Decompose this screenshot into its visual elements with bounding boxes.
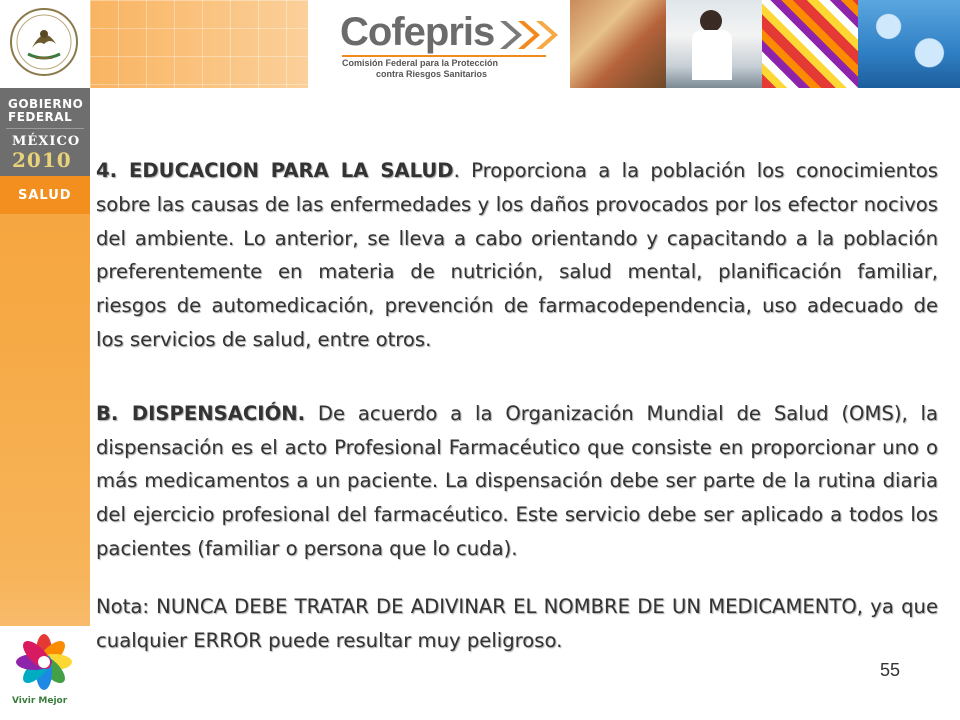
header-grid-pattern [90, 0, 308, 88]
mexico-seal-icon [6, 4, 82, 82]
photo-lab-icon [666, 0, 762, 88]
paragraph-nota: Nota: NUNCA DEBE TRATAR DE ADIVINAR EL NOMBRE DE UN MEDICAMENTO, ya que cualquier ERROR puede resultar muy peligroso. [96, 594, 938, 652]
seal-area [0, 0, 90, 88]
text-education: . Proporciona a la población los conocimientos sobre las causas de las enfermedades y los daños provocados por los efector nocivos del ambiente. Lo anterior, se lleva a cabo orientando y capacitando a la población preferentemente en materia de nutrición, salud mental, planificación familiar, riesgos de automedicación, prevención de farmacodependencia, uso adecuado de los servicios de salud, entre otros. [96, 159, 938, 351]
photo-pills-icon [762, 0, 858, 88]
text-dispensacion: De acuerdo a la Organización Mundial de Salud (OMS), la dispensación es el acto Profesional Farmacéutico que consiste en proporcionar uno o más medicamentos a un paciente. La dispensación debe ser parte de la rutina diaria del ejercicio profesional del farmacéutico. Este servicio debe ser aplicado a todos los pacientes (familiar o persona que lo cuda). [96, 401, 938, 560]
paragraph-dispensacion [96, 397, 938, 566]
gov-line2: FEDERAL [8, 110, 73, 124]
heading-education: 4. EDUCACION PARA LA SALUD [96, 159, 454, 182]
photo-water-icon [858, 0, 960, 88]
vivir-mejor-label: Vivir Mejor [12, 696, 68, 706]
header-photos [570, 0, 960, 88]
gov-line1: GOBIERNO [8, 97, 84, 111]
sidebar [0, 0, 90, 720]
heading-dispensacion: B. DISPENSACIÓN. [96, 401, 306, 425]
paragraph-education [96, 154, 938, 357]
brand-subtitle-1: Comisión Federal para la Protección [342, 58, 499, 68]
salud-bar [0, 176, 90, 214]
page-number: 55 [880, 660, 901, 680]
spacer [96, 566, 938, 590]
photo-food-icon [570, 0, 666, 88]
slide-body [96, 154, 938, 657]
spacer [96, 357, 938, 397]
arrows-icon [498, 18, 562, 52]
vivir-mejor-area [0, 626, 90, 720]
header-banner [90, 0, 960, 88]
brand-subtitle-2: contra Riesgos Sanitarios [376, 69, 488, 79]
year-label: 2010 [12, 148, 72, 172]
cofepris-logo [340, 10, 580, 82]
country-label: MÉXICO [12, 134, 81, 149]
brand-rule [342, 55, 546, 57]
vivir-mejor-logo-icon [16, 634, 72, 690]
brand-wordmark: Cofepris [340, 10, 495, 54]
divider [6, 128, 84, 129]
dept-label: SALUD [18, 188, 72, 203]
